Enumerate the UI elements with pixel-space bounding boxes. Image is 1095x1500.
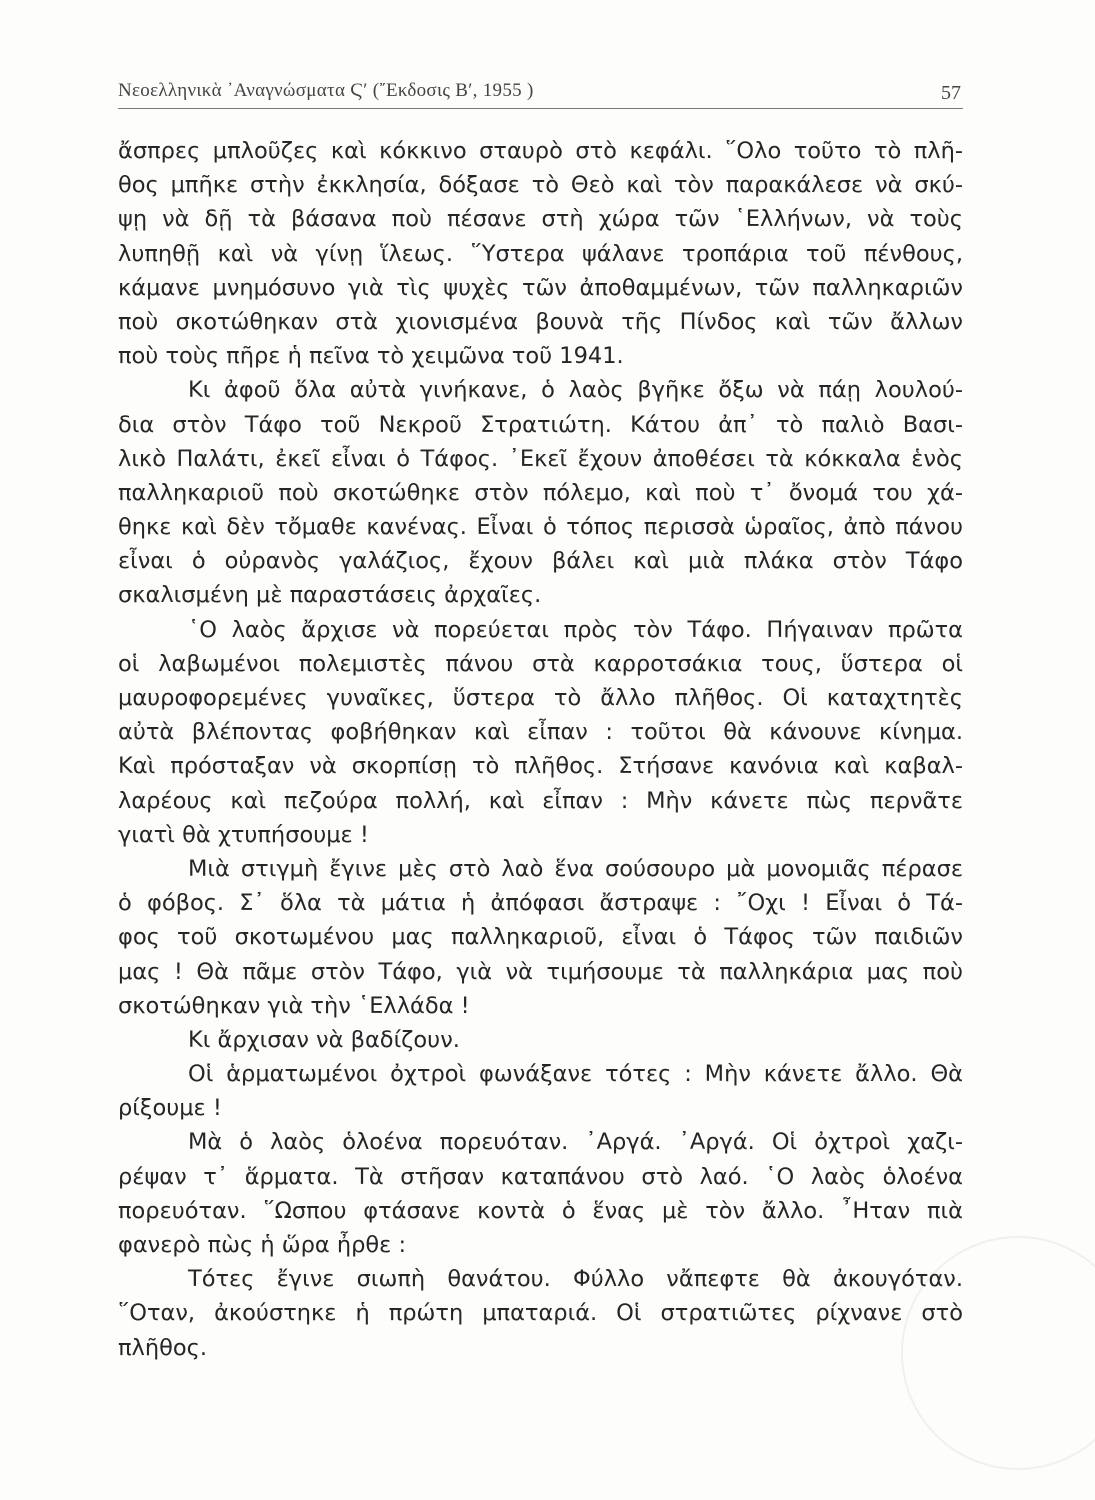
text-line: λυπηθῇ καὶ νὰ γίνῃ ἵλεως. ῞Υστερα ψάλανε τροπάρια τοῦ πένθους, [118, 240, 963, 267]
text-line: ρέψαν τ᾿ ἅρματα. Τὰ στῆσαν καταπάνου στὸ λαό. ῾Ο λαὸς ὁλοένα [118, 1163, 963, 1190]
text-line: ῞Οταν, ἀκούστηκε ἡ πρώτη μπαταριά. Οἱ στρατιῶτες ρίχνανε στὸ [118, 1300, 963, 1327]
text-line: σκοτώθηκαν γιὰ τὴν ῾Ελλάδα ! [118, 992, 470, 1019]
text-line: Κι ἄρχισαν νὰ βαδίζουν. [188, 1026, 460, 1053]
text-line: λαρέους καὶ πεζούρα πολλή, καὶ εἶπαν : Μὴν κάνετε πὼς περνᾶτε [118, 787, 963, 814]
text-line: γιατὶ θὰ χτυπήσουμε ! [118, 821, 369, 848]
text-line: θηκε καὶ δὲν τὄμαθε κανένας. Εἶναι ὁ τόπος περισσὰ ὡραῖος, ἀπὸ πάνου [118, 514, 963, 541]
text-line: φανερὸ πὼς ἡ ὥρα ἦρθε : [118, 1232, 407, 1258]
text-line: μαυροφορεμένες γυναῖκες, ὕστερα τὸ ἄλλο πλῆθος. Οἱ καταχτητὲς [118, 685, 963, 711]
text-line: σκαλισμένη μὲ παραστάσεις ἀρχαῖες. [118, 582, 542, 609]
text-line: ποὺ τοὺς πῆρε ἡ πεῖνα τὸ χειμῶνα τοῦ 1941. [118, 343, 624, 370]
text-line: πορευόταν. ῞Ωσπου φτάσανε κοντὰ ὁ ἕνας μὲ τὸν ἄλλο. ῏Ηταν πιὰ [118, 1197, 963, 1224]
text-line: ποὺ σκοτώθηκαν στὰ χιονισμένα βουνὰ τῆς Πίνδος καὶ τῶν ἄλλων [118, 308, 963, 335]
text-line: πλῆθος. [118, 1334, 208, 1361]
text-line: αὐτὰ βλέποντας φοβήθηκαν καὶ εἶπαν : τοῦτοι θὰ κάνουνε κίνημα. [118, 719, 963, 746]
text-line: λικὸ Παλάτι, ἐκεῖ εἶναι ὁ Τάφος. ᾿Εκεῖ ἔχουν ἀποθέσει τὰ κόκκαλα ἑνὸς [118, 445, 963, 472]
text-line: ψῃ νὰ δῇ τὰ βάσανα ποὺ πέσανε στὴ χώρα τῶν ῾Ελλήνων, νὰ τοὺς [118, 206, 963, 233]
text-line: Μὰ ὁ λαὸς ὁλοένα πορευόταν. ᾿Αργά. ᾿Αργά. Οἱ ὀχτροὶ χαζι- [188, 1129, 963, 1156]
text-line: φος τοῦ σκοτωμένου μας παλληκαριοῦ, εἶναι ὁ Τάφος τῶν παιδιῶν [118, 924, 963, 951]
header-title: Νεοελληνικὰ ᾿Αναγνώσματα Ϛ′ (῎Εκδοσις Β′, 1955 ) [118, 80, 534, 101]
text-line: οἱ λαβωμένοι πολεμιστὲς πάνου στὰ καρροτσάκια τους, ὕστερα οἱ [118, 650, 963, 677]
running-header [118, 74, 963, 109]
text-line: ὁ φόβος. Σ᾿ ὅλα τὰ μάτια ἡ ἀπόφασι ἄστραψε : ῎Οχι ! Εἶναι ὁ Τά- [118, 890, 963, 917]
text-line: Τότες ἔγινε σιωπὴ θανάτου. Φύλλο νἄπεφτε θὰ ἀκουγόταν. [188, 1266, 963, 1293]
text-line: κάμανε μνημόσυνο γιὰ τὶς ψυχὲς τῶν ἀποθαμμένων, τῶν παλληκαριῶν [118, 274, 963, 301]
text-line: ῾Ο λαὸς ἄρχισε νὰ πορεύεται πρὸς τὸν Τάφο. Πήγαιναν πρῶτα [188, 616, 963, 643]
text-line: Μιὰ στιγμὴ ἔγινε μὲς στὸ λαὸ ἕνα σούσουρο μὰ μονομιᾶς πέρασε [188, 855, 963, 882]
text-line: ἄσπρες μπλοῦζες καὶ κόκκινο σταυρὸ στὸ κεφάλι. ῞Ολο τοῦτο τὸ πλῆ- [118, 138, 963, 164]
text-line: Οἱ ἁρματωμένοι ὀχτροὶ φωνάξανε τότες : Μὴν κάνετε ἄλλο. Θὰ [188, 1061, 963, 1088]
text-line: Καὶ πρόσταξαν νὰ σκορπίσῃ τὸ πλῆθος. Στήσανε κανόνια καὶ καβαλ- [118, 753, 963, 780]
page-number: 57 [941, 82, 961, 104]
text-line: παλληκαριοῦ ποὺ σκοτώθηκε στὸν πόλεμο, καὶ ποὺ τ᾿ ὄνομά του χά- [118, 479, 963, 506]
text-line: ρίξουμε ! [118, 1095, 222, 1122]
text-line: Κι ἀφοῦ ὅλα αὐτὰ γινήκανε, ὁ λαὸς βγῆκε ὄξω νὰ πάῃ λουλού- [188, 377, 963, 404]
body-text [118, 134, 963, 1365]
text-line: θος μπῆκε στὴν ἐκκλησία, δόξασε τὸ Θεὸ καὶ τὸν παρακάλεσε νὰ σκύ- [118, 172, 963, 199]
text-line: εἶναι ὁ οὐρανὸς γαλάζιος, ἔχουν βάλει καὶ μιὰ πλάκα στὸν Τάφο [118, 548, 963, 575]
text-line: δια στὸν Τάφο τοῦ Νεκροῦ Στρατιώτη. Κάτου ἀπ᾿ τὸ παλιὸ Βασι- [118, 411, 963, 438]
text-line: μας ! Θὰ πᾶμε στὸν Τάφο, γιὰ νὰ τιμήσουμε τὰ παλληκάρια μας ποὺ [118, 958, 963, 985]
